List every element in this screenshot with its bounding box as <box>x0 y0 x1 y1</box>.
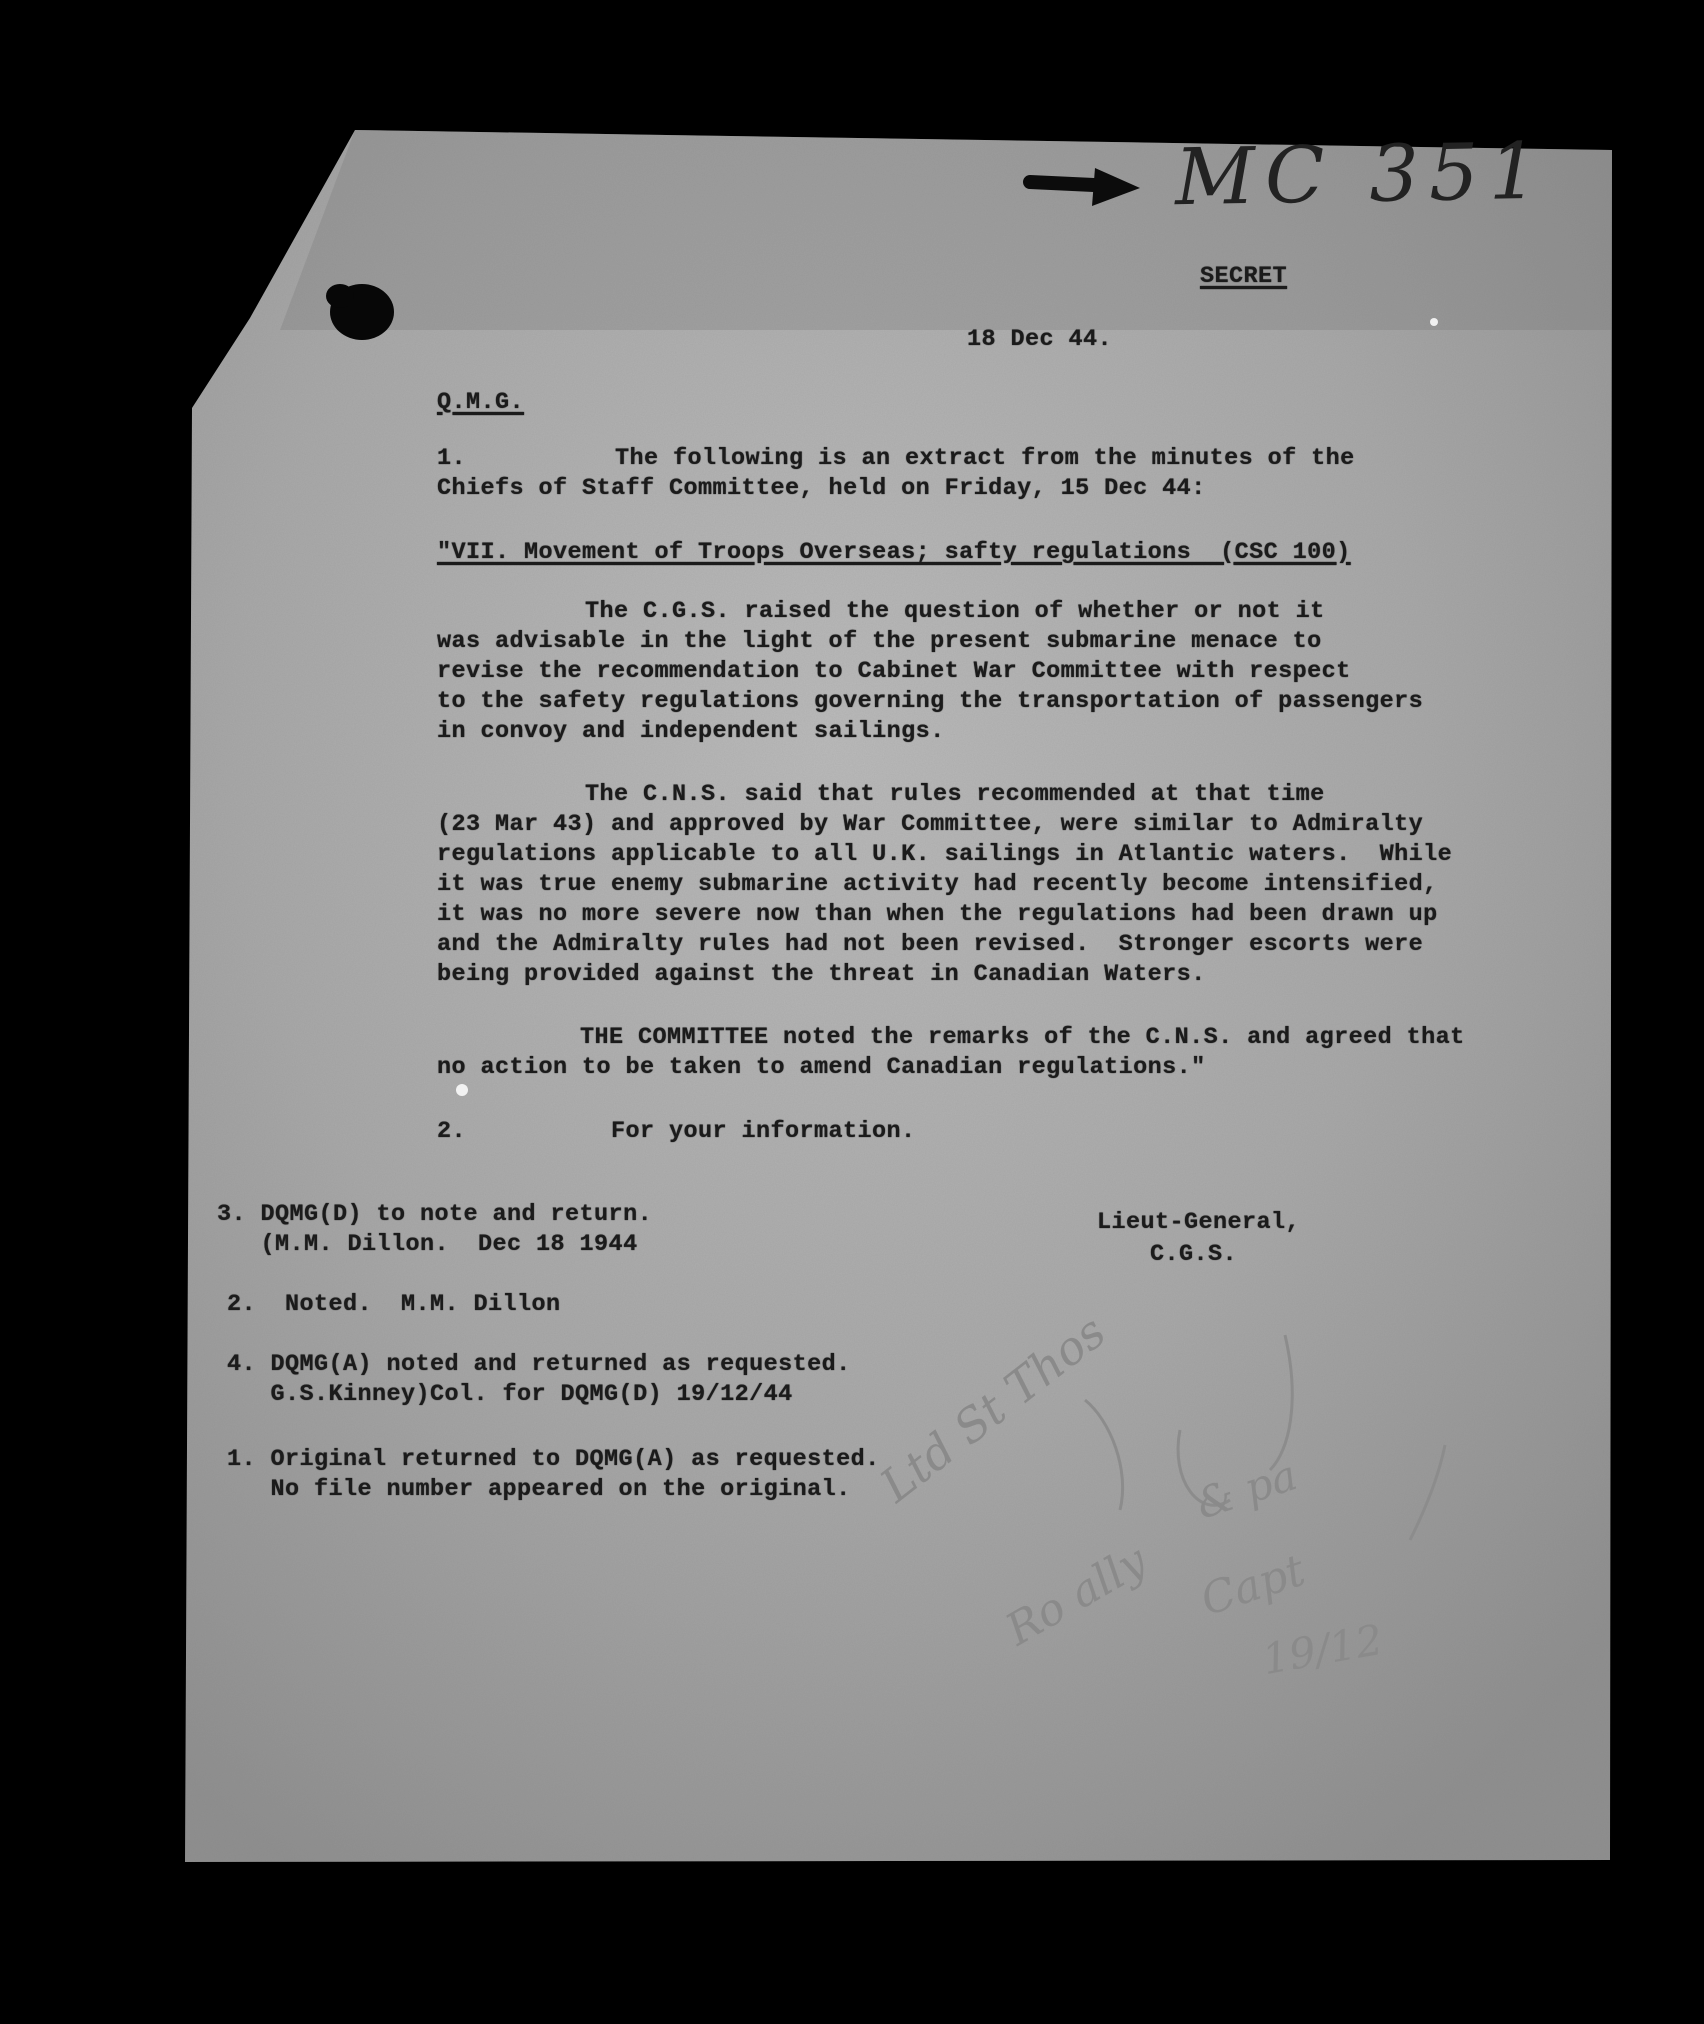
handwritten-line: & pa <box>1189 1450 1303 1529</box>
paragraph-line: The C.G.S. raised the question of whether or not it <box>585 598 1325 625</box>
minute-line: No file number appeared on the original. <box>227 1476 851 1503</box>
handwritten-line: 19/12 <box>1258 1614 1387 1685</box>
paragraph-line: THE COMMITTEE noted the remarks of the C.N.S. and agreed that <box>580 1024 1465 1051</box>
classification-label: SECRET <box>1200 263 1288 290</box>
minute-line: 3. DQMG(D) to note and return. <box>217 1201 653 1228</box>
paragraph-line: regulations applicable to all U.K. sailings in Atlantic waters. While <box>437 841 1453 868</box>
paragraph-line: The C.N.S. said that rules recommended at that time <box>585 781 1325 808</box>
handwritten-line: Ro ally <box>997 1535 1156 1656</box>
paragraph-line: it was true enemy submarine activity had recently become intensified, <box>437 871 1438 898</box>
paragraph-1-number: 1. <box>437 445 467 472</box>
paragraph-line: was advisable in the light of the present submarine menace to <box>437 628 1322 655</box>
document-date: 18 Dec 44. <box>967 326 1113 353</box>
paragraph-line: revise the recommendation to Cabinet War Committee with respect <box>437 658 1351 685</box>
signature-title: Lieut-General, <box>1097 1209 1301 1236</box>
minute-line: G.S.Kinney)Col. for DQMG(D) 19/12/44 <box>227 1381 793 1408</box>
signature-office: C.G.S. <box>1150 1241 1238 1268</box>
paragraph-line: to the safety regulations governing the transportation of passengers <box>437 688 1424 715</box>
paragraph-line: and the Admiralty rules had not been revised. Stronger escorts were <box>437 931 1424 958</box>
paragraph-1-line-2: Chiefs of Staff Committee, held on Friday, 15 Dec 44: <box>437 475 1206 502</box>
paragraph-line: it was no more severe now than when the regulations had been drawn up <box>437 901 1438 928</box>
paragraph-line: being provided against the threat in Canadian Waters. <box>437 961 1206 988</box>
minute-line: (M.M. Dillon. Dec 18 1944 <box>217 1231 638 1258</box>
handwritten-line: Capt <box>1194 1544 1312 1627</box>
minute-line: 1. Original returned to DQMG(A) as requested. <box>227 1446 880 1473</box>
handwritten-line: Ltd St Thos <box>870 1304 1116 1513</box>
paragraph-line: in convoy and independent sailings. <box>437 718 945 745</box>
paragraph-line: (23 Mar 43) and approved by War Committee, were similar to Admiralty <box>437 811 1424 838</box>
extract-heading: "VII. Movement of Troops Overseas; safty regulations (CSC 100) <box>437 539 1351 566</box>
addressee: Q.M.G. <box>437 389 525 416</box>
paragraph-2-number: 2. <box>437 1118 467 1145</box>
paragraph-1-line-1: The following is an extract from the minutes of the <box>615 445 1355 472</box>
minute-line: 2. Noted. M.M. Dillon <box>227 1291 561 1318</box>
paragraph-line: no action to be taken to amend Canadian regulations." <box>437 1054 1206 1081</box>
minute-line: 4. DQMG(A) noted and returned as requested. <box>227 1351 851 1378</box>
paragraph-2-text: For your information. <box>611 1118 916 1145</box>
handwritten-reference: MC 351 <box>1174 126 1549 224</box>
